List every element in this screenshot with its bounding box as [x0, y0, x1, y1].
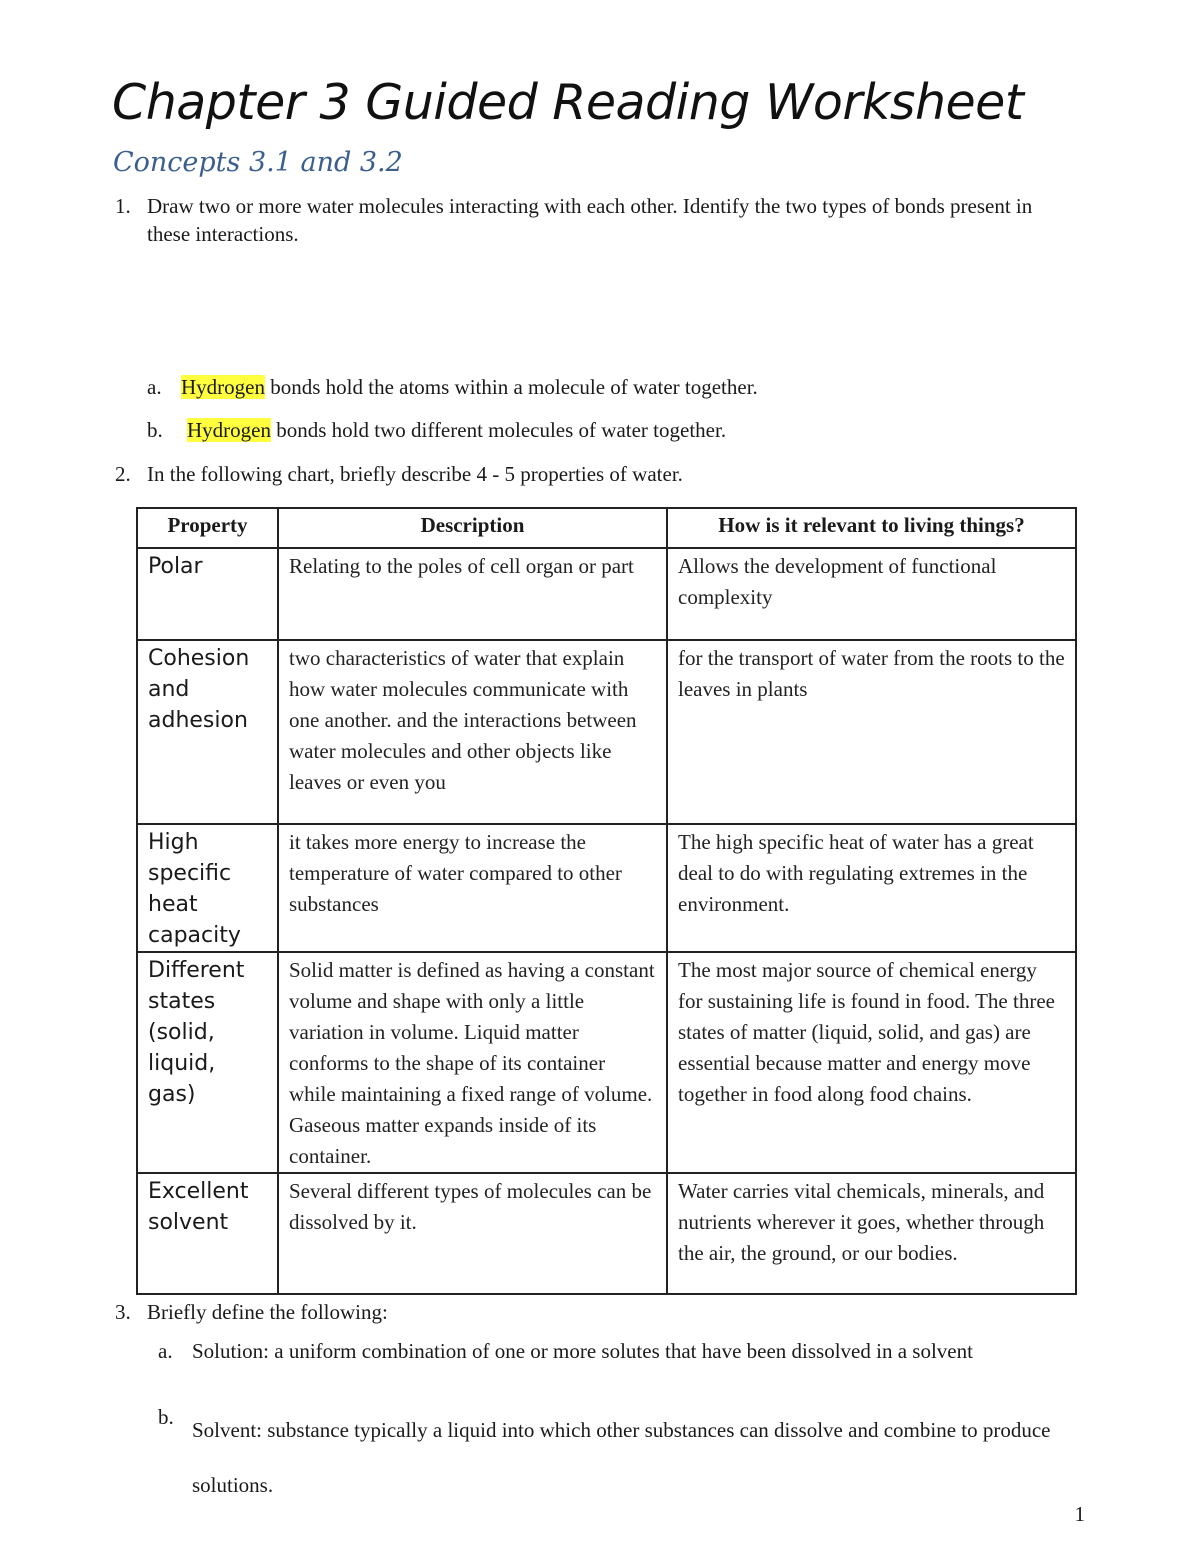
question-text: In the following chart, briefly describe 4 - 5 properties of water.: [147, 462, 683, 486]
table-row: [137, 952, 1076, 1173]
relevance-cell: for the transport of water from the roots to the leaves in plants: [667, 640, 1076, 824]
table-row: [137, 824, 1076, 952]
sub-label-b: b.: [147, 418, 163, 442]
sub-label-a: a.: [147, 375, 162, 399]
description-cell: it takes more energy to increase the temperature of water compared to other substances: [278, 824, 667, 952]
table-header-row: [137, 508, 1076, 548]
sub-label-b: b.: [158, 1405, 174, 1429]
description-cell: two characteristics of water that explain how water molecules communicate with one another. and the interactions between water molecules and other objects like leaves or even you: [278, 640, 667, 824]
description-cell: Several different types of molecules can be dissolved by it.: [278, 1173, 667, 1294]
table-row: [137, 548, 1076, 640]
header-description: Description: [278, 508, 667, 548]
question-text: Briefly define the following:: [147, 1300, 388, 1324]
worksheet-title: Chapter 3 Guided Reading Worksheet: [112, 74, 1024, 131]
page-number: 1: [1074, 1502, 1085, 1526]
table-row: [137, 1173, 1076, 1294]
answer-text: bonds hold two different molecules of water together.: [270, 418, 727, 442]
property-cell: Excellent solvent: [137, 1173, 278, 1294]
description-cell: Solid matter is defined as having a constant volume and shape with only a little variation in volume. Liquid matter conforms to the shape of its container while maintaining a fixed range of volume. Gaseous matter expands inside of its container.: [278, 952, 667, 1173]
property-cell: Different states (solid, liquid, gas): [137, 952, 278, 1173]
question-text: Draw two or more water molecules interacting with each other. Identify the two types of bonds present in these interactions.: [147, 194, 1033, 246]
question-number: 3.: [115, 1300, 131, 1324]
description-cell: Relating to the poles of cell organ or part: [278, 548, 667, 640]
concepts-subtitle: Concepts 3.1 and 3.2: [113, 147, 403, 178]
question-number: 2.: [115, 462, 131, 486]
definition-solution: Solution: a uniform combination of one or more solutes that have been dissolved in a solvent: [192, 1339, 973, 1363]
property-cell: Polar: [137, 548, 278, 640]
table-row: [137, 640, 1076, 824]
relevance-cell: The high specific heat of water has a great deal to do with regulating extremes in the environment.: [667, 824, 1076, 952]
highlighted-answer: Hydrogen: [181, 375, 265, 399]
relevance-cell: Allows the development of functional complexity: [667, 548, 1076, 640]
question-number: 1.: [115, 194, 131, 218]
highlighted-answer: Hydrogen: [187, 418, 271, 442]
header-relevance: How is it relevant to living things?: [667, 508, 1076, 548]
property-cell: High specific heat capacity: [137, 824, 278, 952]
header-property: Property: [137, 508, 278, 548]
answer-text: bonds hold the atoms within a molecule of water together.: [264, 375, 758, 399]
relevance-cell: The most major source of chemical energy for sustaining life is found in food. The three states of matter (liquid, solid, and gas) are essential because matter and energy move together in food along food chains.: [667, 952, 1076, 1173]
relevance-cell: Water carries vital chemicals, minerals, and nutrients wherever it goes, whether through the air, the ground, or our bodies.: [667, 1173, 1076, 1294]
sub-answer-a: [171, 373, 758, 401]
definition-solvent: Solvent: substance typically a liquid into which other substances can dissolve and combine to produce solutions.: [192, 1418, 1051, 1497]
sub-label-a: a.: [158, 1339, 173, 1363]
water-properties-table: [136, 507, 1077, 1295]
property-cell: Cohesion and adhesion: [137, 640, 278, 824]
sub-answer-b: [187, 416, 726, 444]
